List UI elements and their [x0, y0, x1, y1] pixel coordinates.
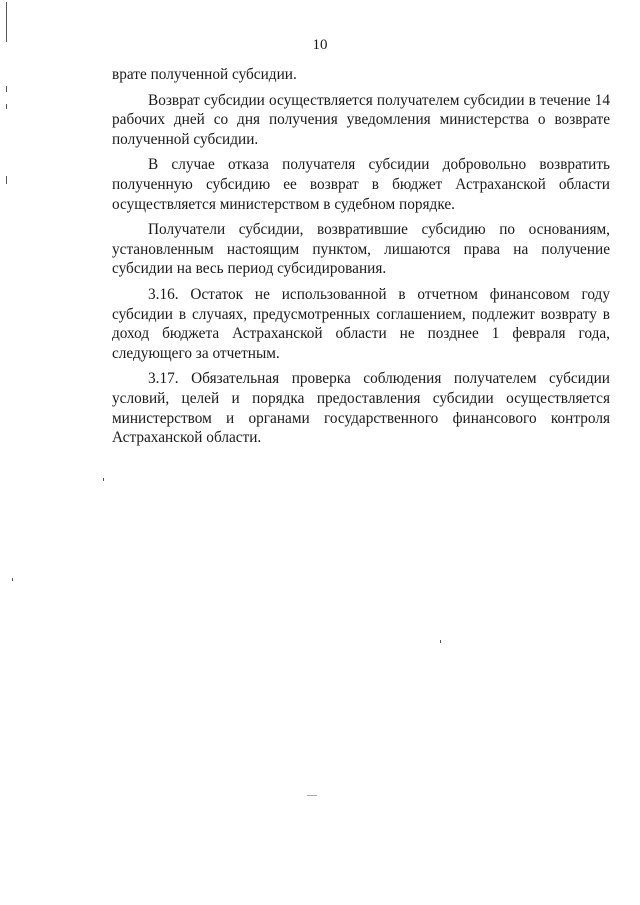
scan-mark — [307, 795, 317, 796]
scan-mark — [440, 640, 441, 643]
paragraph-loss-of-rights: Получатели субсидии, возвратившие субсидию по основаниям, установленным настоящим пунктом, лишаются права на получение субсидии на весь период субсидирования. — [112, 221, 610, 278]
paragraph-refund-deadline: Возврат субсидии осуществляется получателем субсидии в течение 14 рабочих дней со дня получения уведомления министерства о возврате полученной субсидии. — [112, 91, 610, 148]
paragraph-continuation: врате полученной субсидии. — [112, 66, 297, 83]
scan-mark — [6, 104, 7, 109]
paragraph-3-17: 3.17. Обязательная проверка соблюдения получателем субсидии условий, целей и порядка предоставления субсидии осуществляется министерством и органами государственного финансового контроля Астраханской области. — [112, 370, 610, 447]
scan-mark — [6, 176, 7, 184]
scan-mark — [6, 86, 7, 92]
scan-mark — [6, 2, 7, 42]
paragraph-3-16: 3.16. Остаток не использованной в отчетном финансовом году субсидии в случаях, предусмотренных соглашением, подлежит возврату в доход бюджета Астраханской области не позднее 1 февраля года, следующего за отчетным. — [112, 285, 610, 362]
paragraph-refusal: В случае отказа получателя субсидии добровольно возвратить полученную субсидию ее возврат в бюджет Астраханской области осуществляется министерством в судебном порядке. — [112, 156, 610, 213]
scan-mark — [12, 578, 13, 581]
page-number: 10 — [312, 37, 328, 53]
scan-mark — [103, 478, 104, 481]
document-body — [112, 65, 610, 454]
